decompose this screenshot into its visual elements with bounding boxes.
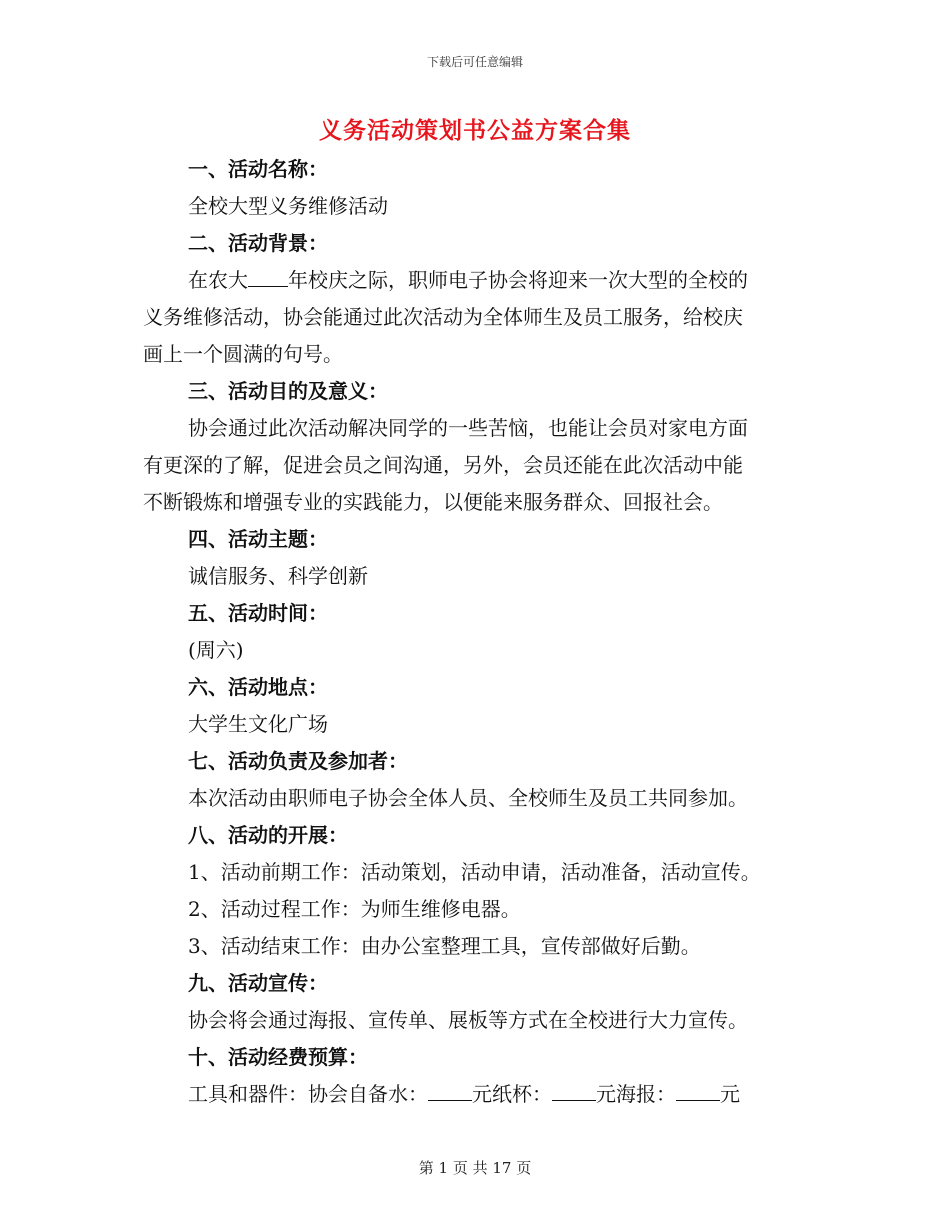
section-8-item-1: 1、活动前期工作：活动策划，活动申请，活动准备，活动宣传。	[188, 860, 761, 884]
section-heading-8: 八、活动的开展：	[188, 823, 348, 847]
section-text-1: 全校大型义务维修活动	[188, 194, 388, 218]
section-text-7: 本次活动由职师电子协会全体人员、全校师生及员工共同参加。	[188, 786, 748, 810]
section-heading-7: 七、活动负责及参加者：	[188, 749, 408, 773]
text-fragment: 元纸杯：	[472, 1082, 552, 1106]
blank-underline	[552, 1083, 596, 1101]
section-text-9: 协会将会通过海报、宣传单、展板等方式在全校进行大力宣传。	[188, 1008, 748, 1032]
section-text-10	[143, 1076, 813, 1113]
section-heading-3: 三、活动目的及意义：	[188, 379, 388, 403]
section-text-5: (周六)	[188, 638, 244, 662]
section-8-item-2: 2、活动过程工作：为师生维修电器。	[188, 897, 521, 921]
section-paragraph-3-line-2: 有更深的了解，促进会员之间沟通，另外，会员还能在此次活动中能	[143, 453, 743, 477]
section-text-6: 大学生文化广场	[188, 712, 328, 736]
section-heading-1: 一、活动名称：	[188, 157, 328, 181]
section-paragraph-2-line-1	[143, 262, 813, 299]
section-heading-9: 九、活动宣传：	[188, 971, 328, 995]
section-heading-4: 四、活动主题：	[188, 527, 328, 551]
section-8-item-3: 3、活动结束工作：由办公室整理工具，宣传部做好后勤。	[188, 934, 701, 958]
section-paragraph-3-line-1: 协会通过此次活动解决同学的一些苦恼，也能让会员对家电方面	[188, 416, 748, 440]
section-paragraph-2-line-3: 画上一个圆满的句号。	[143, 342, 343, 366]
text-fragment: 年校庆之际，职师电子协会将迎来一次大型的全校的	[288, 268, 748, 292]
section-heading-6: 六、活动地点：	[188, 675, 328, 699]
text-fragment: 元	[720, 1082, 740, 1106]
document-title: 义务活动策划书公益方案合集	[319, 117, 631, 144]
section-paragraph-2-line-2: 义务维修活动，协会能通过此次活动为全体师生及员工服务，给校庆	[143, 305, 743, 329]
text-fragment: 元海报：	[596, 1082, 676, 1106]
document-body	[143, 151, 813, 1113]
page-number-footer: 第 1 页 共 17 页	[418, 1159, 532, 1177]
section-heading-2: 二、活动背景：	[188, 231, 328, 255]
section-text-4: 诚信服务、科学创新	[188, 564, 368, 588]
text-fragment: 在农大	[188, 268, 248, 292]
section-paragraph-3-line-3: 不断锻炼和增强专业的实践能力，以便能来服务群众、回报社会。	[143, 490, 723, 514]
header-note: 下载后可任意编辑	[426, 55, 523, 69]
section-heading-10: 十、活动经费预算：	[188, 1045, 368, 1069]
blank-underline	[428, 1083, 472, 1101]
section-heading-5: 五、活动时间：	[188, 601, 328, 625]
blank-underline	[676, 1083, 720, 1101]
text-fragment: 工具和器件：协会自备水：	[188, 1082, 428, 1106]
blank-underline	[248, 269, 288, 287]
